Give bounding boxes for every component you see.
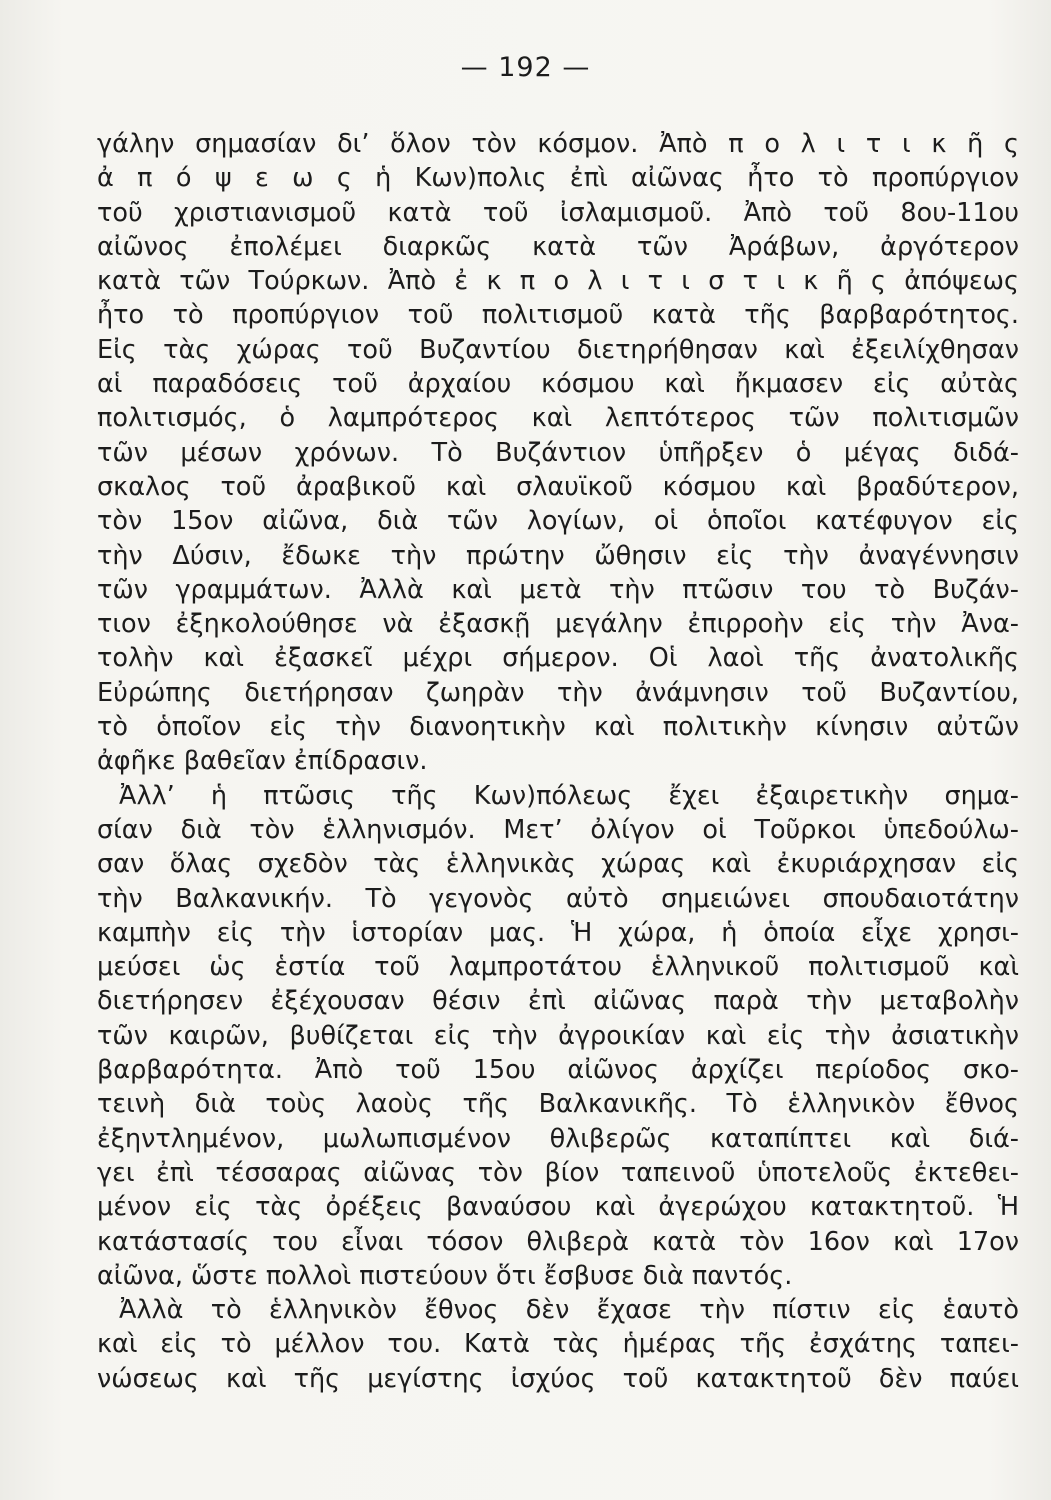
text-line: τὴν Δύσιν, ἔδωκε τὴν πρώτην ὤθησιν εἰς τὴν ἀναγέννησιν xyxy=(97,540,1019,571)
text-line: διετήρησεν ἐξέχουσαν θέσιν ἐπὶ αἰῶνας παρὰ τὴν μεταβολὴν xyxy=(97,986,1019,1017)
text-line: τῶν γραμμάτων. Ἀλλὰ καὶ μετὰ τὴν πτῶσιν του τὸ Βυζάν- xyxy=(97,574,1019,605)
text-line: αἱ παραδόσεις τοῦ ἀρχαίου κόσμου καὶ ἤκμασεν εἰς αὐτὰς xyxy=(97,369,1019,400)
text-line: πολιτισμός, ὁ λαμπρότερος καὶ λεπτότερος τῶν πολιτισμῶν xyxy=(97,403,1019,434)
text-line: μένον εἰς τὰς ὀρέξεις βαναύσου καὶ ἀγερώχου κατακτητοῦ. Ἡ xyxy=(97,1192,1019,1223)
text-line: κατὰ τῶν Τούρκων. Ἀπὸ ἐ κ π ο λ ι τ ι σ τ ι κ ῆ ς ἀπόψεως xyxy=(97,266,1019,297)
body-text xyxy=(97,127,1019,1396)
text-line: γάλην σημασίαν δι’ ὅλον τὸν κόσμον. Ἀπὸ π ο λ ι τ ι κ ῆ ς xyxy=(97,129,1019,159)
text-line: σίαν διὰ τὸν ἑλληνισμόν. Μετ’ ὀλίγον οἱ Τοῦρκοι ὑπεδούλω- xyxy=(97,814,1019,845)
text-line: κατάστασίς του εἶναι τόσον θλιβερὰ κατὰ τὸν 16ον καὶ 17ον xyxy=(97,1226,1019,1257)
text-line: καμπὴν εἰς τὴν ἱστορίαν μας. Ἡ χώρα, ἡ ὁποία εἶχε χρησι- xyxy=(97,917,1019,948)
text-line: τὸν 15ον αἰῶνα, διὰ τῶν λογίων, οἱ ὁποῖοι κατέφυγον εἰς xyxy=(97,506,1019,537)
text-line: σκαλος τοῦ ἀραβικοῦ καὶ σλαυϊκοῦ κόσμου καὶ βραδύτερον, xyxy=(97,471,1019,502)
text-line: γει ἐπὶ τέσσαρας αἰῶνας τὸν βίον ταπεινοῦ ὑποτελοῦς ἐκτεθει- xyxy=(97,1157,1019,1188)
text-line: Ἀλλὰ τὸ ἑλληνικὸν ἔθνος δὲν ἔχασε τὴν πίστιν εἰς ἑαυτὸ xyxy=(119,1295,1019,1326)
text-line: τοῦ χριστιανισμοῦ κατὰ τοῦ ἰσλαμισμοῦ. Ἀπὸ τοῦ 8ου-11ου xyxy=(97,197,1019,228)
text-line: μεύσει ὡς ἑστία τοῦ λαμπροτάτου ἑλληνικοῦ πολιτισμοῦ καὶ xyxy=(97,952,1019,983)
text-line: ἦτο τὸ προπύργιον τοῦ πολιτισμοῦ κατὰ τῆς βαρβαρότητος. xyxy=(97,300,1019,331)
text-line: τῶν καιρῶν, βυθίζεται εἰς τὴν ἀγροικίαν καὶ εἰς τὴν ἀσιατικὴν xyxy=(97,1020,1019,1051)
text-line: τῶν μέσων χρόνων. Τὸ Βυζάντιον ὑπῆρξεν ὁ μέγας διδά- xyxy=(97,437,1019,468)
text-line: αἰῶνα, ὥστε πολλοὶ πιστεύουν ὅτι ἔσβυσε διὰ παντός. xyxy=(97,1260,793,1291)
text-line: τὸ ὁποῖον εἰς τὴν διανοητικὴν καὶ πολιτικὴν κίνησιν αὐτῶν xyxy=(97,712,1019,743)
text-line: Εἰς τὰς χώρας τοῦ Βυζαντίου διετηρήθησαν καὶ ἐξειλίχθησαν xyxy=(97,334,1019,365)
text-line: ἐξηντλημένον, μωλωπισμένον θλιβερῶς καταπίπτει καὶ διά- xyxy=(97,1123,1019,1154)
text-line: τὴν Βαλκανικήν. Τὸ γεγονὸς αὐτὸ σημειώνει σπουδαιοτάτην xyxy=(97,883,1019,914)
text-line: τολὴν καὶ ἐξασκεῖ μέχρι σήμερον. Οἱ λαοὶ τῆς ἀνατολικῆς xyxy=(97,643,1019,674)
text-line: ἀφῆκε βαθεῖαν ἐπίδρασιν. xyxy=(97,746,428,777)
text-line: ἀ π ό ψ ε ω ς ἡ Κων)πολις ἐπὶ αἰῶνας ἦτο τὸ προπύργιον xyxy=(97,163,1019,194)
text-line: αἰῶνος ἐπολέμει διαρκῶς κατὰ τῶν Ἀράβων, ἀργότερον xyxy=(97,231,1019,262)
text-line: καὶ εἰς τὸ μέλλον του. Κατὰ τὰς ἡμέρας τῆς ἐσχάτης ταπει- xyxy=(97,1329,1019,1360)
page-number: — 192 — xyxy=(460,52,591,83)
text-line: Ἀλλ’ ἡ πτῶσις τῆς Κων)πόλεως ἔχει ἐξαιρετικὴν σημα- xyxy=(119,780,1019,811)
text-line: τιον ἐξηκολούθησε νὰ ἐξασκῇ μεγάλην ἐπιρροὴν εἰς τὴν Ἀνα- xyxy=(97,609,1019,640)
text-line: τεινὴ διὰ τοὺς λαοὺς τῆς Βαλκανικῆς. Τὸ ἑλληνικὸν ἔθνος xyxy=(97,1089,1019,1120)
text-line: βαρβαρότητα. Ἀπὸ τοῦ 15ου αἰῶνος ἀρχίζει περίοδος σκο- xyxy=(97,1055,1019,1086)
text-line: νώσεως καὶ τῆς μεγίστης ἰσχύος τοῦ κατακτητοῦ δὲν παύει xyxy=(97,1363,1019,1394)
text-line: σαν ὅλας σχεδὸν τὰς ἑλληνικὰς χώρας καὶ ἐκυριάρχησαν εἰς xyxy=(97,849,1019,880)
text-line: Εὐρώπης διετήρησαν ζωηρὰν τὴν ἀνάμνησιν τοῦ Βυζαντίου, xyxy=(97,677,1019,708)
